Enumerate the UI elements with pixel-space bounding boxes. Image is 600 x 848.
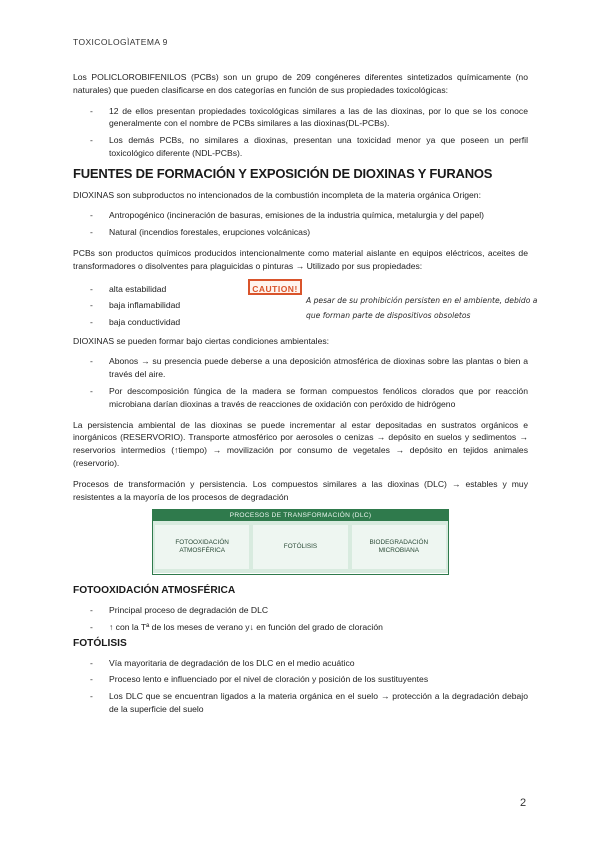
running-header: TOXICOLOGÌATEMA 9 (73, 37, 168, 47)
list-item: - Principal proceso de degradación de DLC (90, 605, 269, 616)
list-item: - ↑ con la Tª de los meses de verano y↓ en función del grado de cloración (90, 621, 383, 632)
list-item: - Abonos → su presencia puede deberse a una deposición atmosférica de dioxinas sobre las plantas o bien a través del aire. (90, 356, 528, 380)
fotolisis-list (73, 657, 528, 716)
section-title-fotooxidacion: FOTOOXIDACIÓN ATMOSFÉRICA (73, 585, 236, 597)
properties-caution-block (73, 283, 538, 331)
dioxinas-paragraph: DIOXINAS son subproductos no intencionados de la combustión incompleta de la materia orgánica Origen: (73, 189, 481, 200)
condiciones-list (73, 355, 528, 410)
list-item: - Vía mayoritaria de degradación de los DLC en el medio acuático (90, 657, 355, 668)
section-title-fuentes: FUENTES DE FORMACIÓN Y EXPOSICIÓN DE DIOXINAS Y FURANOS (73, 165, 493, 181)
fotooxidacion-list (73, 604, 528, 634)
list-item: - Los demás PCBs, no similares a dioxinas, presentan una toxicidad menor ya que poseen un perfil toxicológico diferente (NDL-PCBs). (90, 135, 528, 158)
list-item: - Antropogénico (incineración de basuras, emisiones de la industria química, metalurgia y del papel) (90, 210, 484, 221)
persistencia-paragraph: La persistencia ambiental de las dioxinas se puede incrementar al estar depositadas en sustratos orgánicos e inorgánicos (RESERVORIO). Transporte atmosférico por aerosoles o cenizas → depósito en suelos y sedimentos → reservorios intermedios (↑tiempo) → movilización por consumo de vegetales → depósito en tejidos animales (reservorio). (73, 419, 528, 468)
section-title-fotolisis: FOTÓLISIS (73, 637, 127, 649)
intro-paragraph: Los POLICLOROBIFENILOS (PCBs) son un grupo de 209 congéneres diferentes sintetizados químicamente (no naturales) que pueden clasificarse en dos categorías en función de sus propiedades toxicológicas: (73, 72, 528, 95)
condiciones-paragraph: DIOXINAS se pueden formar bajo ciertas condiciones ambientales: (73, 335, 330, 346)
properties-list (73, 283, 223, 329)
caution-note: A pesar de su prohibición persisten en el ambiente, debido a que forman parte de dispositivos obsoletos (306, 295, 538, 320)
page-content (73, 71, 538, 720)
list-item: - baja inflamabilidad (90, 300, 181, 311)
page-number: 2 (520, 797, 527, 809)
pcbs-paragraph: PCBs son productos químicos producidos intencionalmente como material aislante en equipos eléctricos, aceites de transformadores o disolventes para plaguicidas o pinturas → Utilizado por sus propiedades: (73, 247, 528, 271)
figure-cell-fotooxidacion: FOTOOXIDACIÓN ATMOSFÉRICA (155, 525, 249, 569)
list-item: - Los DLC que se encuentran ligados a la materia orgánica en el suelo → protección a la degradación debajo de la superficie del suelo (90, 691, 528, 714)
origen-list (73, 209, 528, 239)
list-item: - Proceso lento e influenciado por el nivel de cloración y posición de los sustituyentes (90, 674, 429, 685)
caution-badge: CAUTION! (248, 279, 302, 295)
pcb-category-list (73, 105, 528, 160)
figure-cell-fotolisis: FOTÓLISIS (253, 525, 347, 569)
list-item: - alta estabilidad (90, 283, 167, 294)
figure-cell-biodegradacion: BIODEGRADACIÓN MICROBIANA (352, 525, 446, 569)
transformation-processes-figure (152, 509, 449, 575)
list-item: - Natural (incendios forestales, erupciones volcánicas) (90, 227, 311, 238)
list-item: - Por descomposición fúngica de la madera se forman compuestos fenólicos clorados que por reacción microbiana darían dioxinas a través de reacciones de oxidación con peróxido de hidrógeno (90, 385, 528, 409)
figure-title: PROCESOS DE TRANSFORMACIÓN (DLC) (153, 510, 448, 521)
list-item: - 12 de ellos presentan propiedades toxicológicas similares a las de las dioxinas, por lo que se los conoce generalmente con el nombre de PCBs similares a las dioxinas(DL-PCBs). (90, 105, 528, 129)
list-item: - baja conductividad (90, 317, 181, 328)
procesos-paragraph: Procesos de transformación y persistencia. Los compuestos similares a las dioxinas (DLC) → estables y muy resistentes a la mayoría de los procesos de degradación (73, 478, 528, 502)
